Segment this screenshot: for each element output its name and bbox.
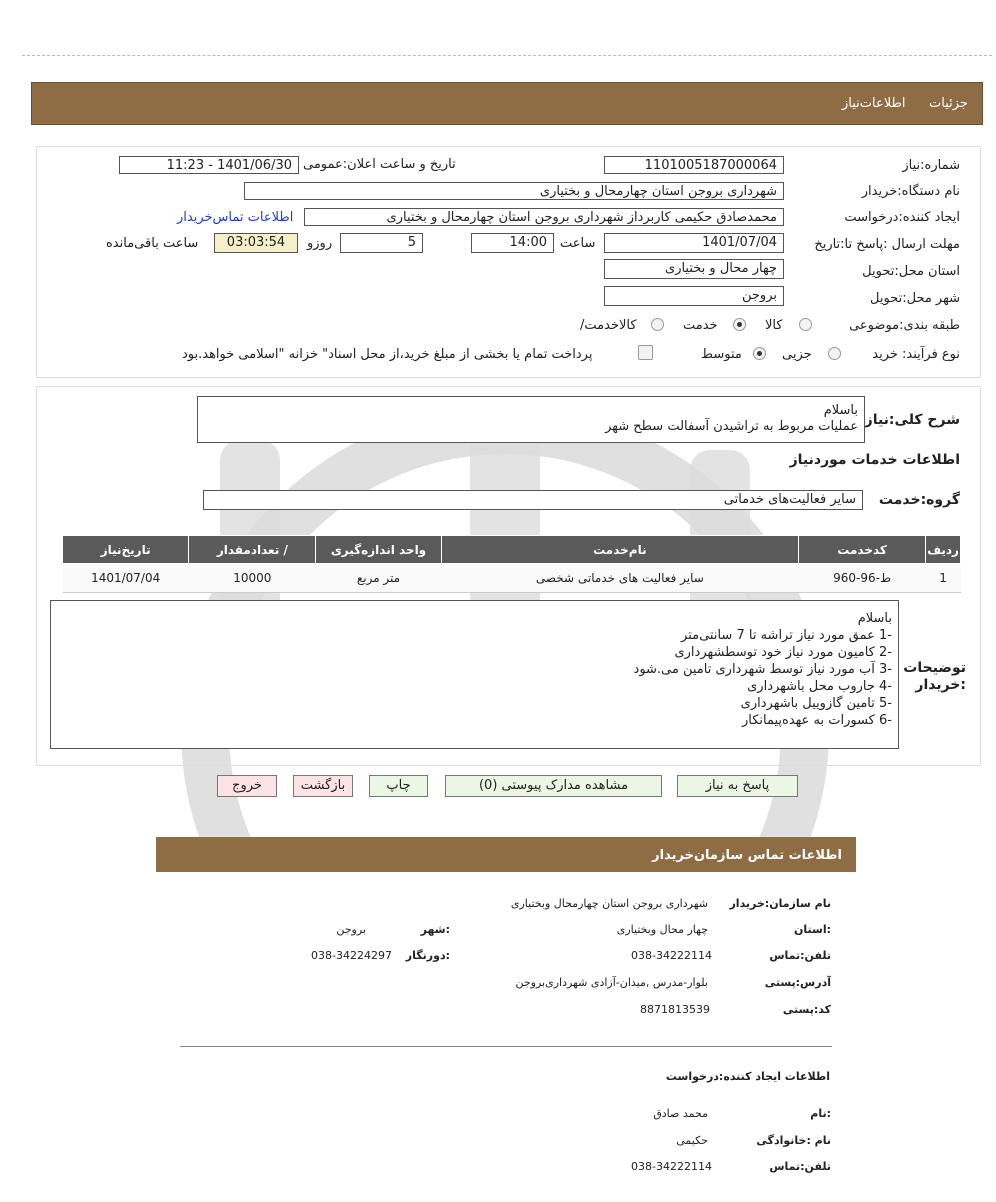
cell-service-code: ط-96-960 <box>799 564 926 593</box>
creator-name-label: :نام <box>810 1107 831 1120</box>
tab-need-info[interactable]: اطلاعات‌نیاز <box>842 96 906 111</box>
table-row <box>63 564 961 593</box>
notes-line: -5 تامین گازوییل باشهرداری <box>740 696 892 711</box>
notes-line: -2 کامیون مورد نیاز خود توسطشهرداری <box>674 645 892 660</box>
tab-details[interactable]: جزئیات <box>929 96 968 111</box>
col-need-date: تاریخ‌نیاز <box>63 536 189 564</box>
org-label: نام سازمان:خریدار <box>729 897 831 910</box>
contact-phone-label: تلفن:تماس <box>769 949 831 962</box>
table-header-row <box>63 536 961 564</box>
days-label: روزو <box>307 236 333 251</box>
province-field[interactable]: چهار محال و بختیاری <box>604 259 784 279</box>
process-partial-radio[interactable] <box>828 347 841 360</box>
exit-button[interactable]: خروج <box>217 775 277 797</box>
announce-label: تاریخ و ساعت اعلان:عمومی <box>303 157 456 172</box>
announce-field[interactable]: 1401/06/30 - 11:23 <box>119 156 299 174</box>
contact-province-value: چهار محال وبختیاری <box>616 923 708 936</box>
summary-line1: باسلام <box>823 403 858 418</box>
process-partial-label: جزیی <box>782 347 812 362</box>
time-label: ساعت <box>560 236 596 251</box>
contact-city-label: :شهر <box>420 923 450 936</box>
cell-row: 1 <box>926 564 961 593</box>
contact-city-value: بروجن <box>336 923 366 936</box>
col-row: ردیف <box>926 536 961 564</box>
creator-family-label: نام :خانوادگی <box>756 1134 831 1147</box>
process-medium-label: متوسط <box>701 347 742 362</box>
cell-quantity: 10000 <box>189 564 316 593</box>
cell-service-name: سایر فعالیت های خدماتی شخصی <box>441 564 799 593</box>
buyer-contact-link[interactable]: اطلاعات تماس‌خریدار <box>177 210 294 225</box>
creator-phone-label: تلفن:تماس <box>769 1160 831 1173</box>
days-field[interactable]: 5 <box>340 233 423 253</box>
category-service-radio[interactable] <box>733 318 746 331</box>
back-button[interactable]: بازگشت <box>293 775 353 797</box>
top-divider <box>22 55 992 56</box>
notes-box <box>50 600 899 749</box>
buyer-field[interactable]: شهرداری بروجن استان چهارمحال و بختیاری <box>244 182 784 200</box>
header-bar <box>31 82 983 125</box>
cell-need-date: 1401/07/04 <box>63 564 189 593</box>
service-group-label: گروه:خدمت <box>878 492 960 508</box>
contact-title: اطلاعات تماس سازمان‌خریدار <box>652 848 842 863</box>
remaining-time-field: 03:03:54 <box>214 233 298 253</box>
deadline-label: مهلت ارسال :پاسخ تا:تاریخ <box>814 237 960 252</box>
form-panel <box>36 146 981 378</box>
creator-field[interactable]: محمدصادق حکیمی کاربرداز شهرداری بروجن استان چهارمحال و بختیاری <box>304 208 784 226</box>
cell-unit: متر مربع <box>316 564 441 593</box>
contact-fax-value: 038-34224297 <box>311 949 392 962</box>
col-service-name: نام‌خدمت <box>441 536 799 564</box>
notes-line: -4 جاروب محل باشهرداری <box>747 679 892 694</box>
print-button[interactable]: چاپ <box>369 775 428 797</box>
summary-label: شرح کلی:نیاز <box>864 412 960 428</box>
services-title: اطلاعات خدمات موردنیاز <box>789 452 960 468</box>
creator-phone-value: 038-34222114 <box>631 1160 712 1173</box>
city-field[interactable]: بروجن <box>604 286 784 306</box>
notes-line: -6 کسورات به عهده‌پیمانکار <box>741 713 892 728</box>
service-group-field[interactable]: سایر فعالیت‌های خدماتی <box>203 490 863 510</box>
contact-province-label: :استان <box>794 923 831 936</box>
notes-label-line2: :خریدار <box>915 677 966 693</box>
notes-line: باسلام <box>857 611 892 626</box>
creator-family-value: حکیمی <box>676 1134 708 1147</box>
notes-line: -3 آب مورد نیاز توسط شهرداری تامین می.شود <box>633 662 892 677</box>
creator-label: ایجاد کننده:درخواست <box>844 210 960 225</box>
reply-button[interactable]: پاسخ به نیاز <box>677 775 798 797</box>
contact-address-value: بلوار-مدرس ,میدان-آزادی شهرداری‌بروجن <box>515 976 708 989</box>
need-number-label: شماره:نیاز <box>902 158 960 173</box>
col-service-code: کدخدمت <box>799 536 926 564</box>
process-label: نوع فرآیند: خرید <box>872 347 960 362</box>
org-value: شهرداری بروجن استان چهارمحال وبختیاری <box>510 897 708 910</box>
category-service-label: خدمت <box>683 318 718 333</box>
notes-line: -1 عمق مورد نیاز تراشه تا 7 سانتی‌متر <box>681 628 892 643</box>
contact-postal-label: کد:پستی <box>782 1003 831 1016</box>
contact-address-label: آدرس:پستی <box>764 976 831 989</box>
col-unit: واحد اندازه‌گیری <box>316 536 441 564</box>
remaining-label: ساعت باقی‌مانده <box>106 236 199 251</box>
contact-fax-label: :دورنگار <box>405 949 450 962</box>
province-label: استان محل:تحویل <box>862 264 960 279</box>
summary-box <box>197 396 865 443</box>
contact-phone-value: 038-34222114 <box>631 949 712 962</box>
col-quantity: / تعدادمقدار <box>189 536 316 564</box>
treasury-checkbox[interactable] <box>638 345 653 360</box>
notes-label-line1: توضیحات <box>903 660 966 676</box>
creator-name-value: محمد صادق <box>653 1107 708 1120</box>
contact-postal-value: 8871813539 <box>640 1003 710 1016</box>
category-goods-radio[interactable] <box>799 318 812 331</box>
deadline-date-field[interactable]: 1401/07/04 <box>604 233 784 253</box>
category-goods-service-label: /کالاخدمت <box>580 318 637 333</box>
view-documents-button[interactable]: مشاهده مدارک پیوستی (0) <box>445 775 662 797</box>
buyer-label: نام دستگاه:خریدار <box>861 184 960 199</box>
category-label: طبقه بندی:موضوعی <box>849 318 960 333</box>
summary-line2: عملیات مربوط به تراشیدن آسفالت سطح شهر <box>605 419 858 434</box>
payment-note: پرداخت تمام یا بخشی از مبلغ خرید،از محل اسناد" خزانه "اسلامی خواهد.بود <box>182 347 593 362</box>
category-goods-service-radio[interactable] <box>651 318 664 331</box>
city-label: شهر محل:تحویل <box>870 291 960 306</box>
need-number-field[interactable]: 1101005187000064 <box>604 156 784 174</box>
notes-label <box>903 660 966 694</box>
deadline-time-field[interactable]: 14:00 <box>471 233 554 253</box>
category-goods-label: کالا <box>765 318 783 333</box>
process-medium-radio[interactable] <box>753 347 766 360</box>
services-table <box>62 535 961 593</box>
contact-divider <box>180 1046 832 1047</box>
creator-info-title: اطلاعات ایجاد کننده:درخواست <box>665 1070 830 1083</box>
